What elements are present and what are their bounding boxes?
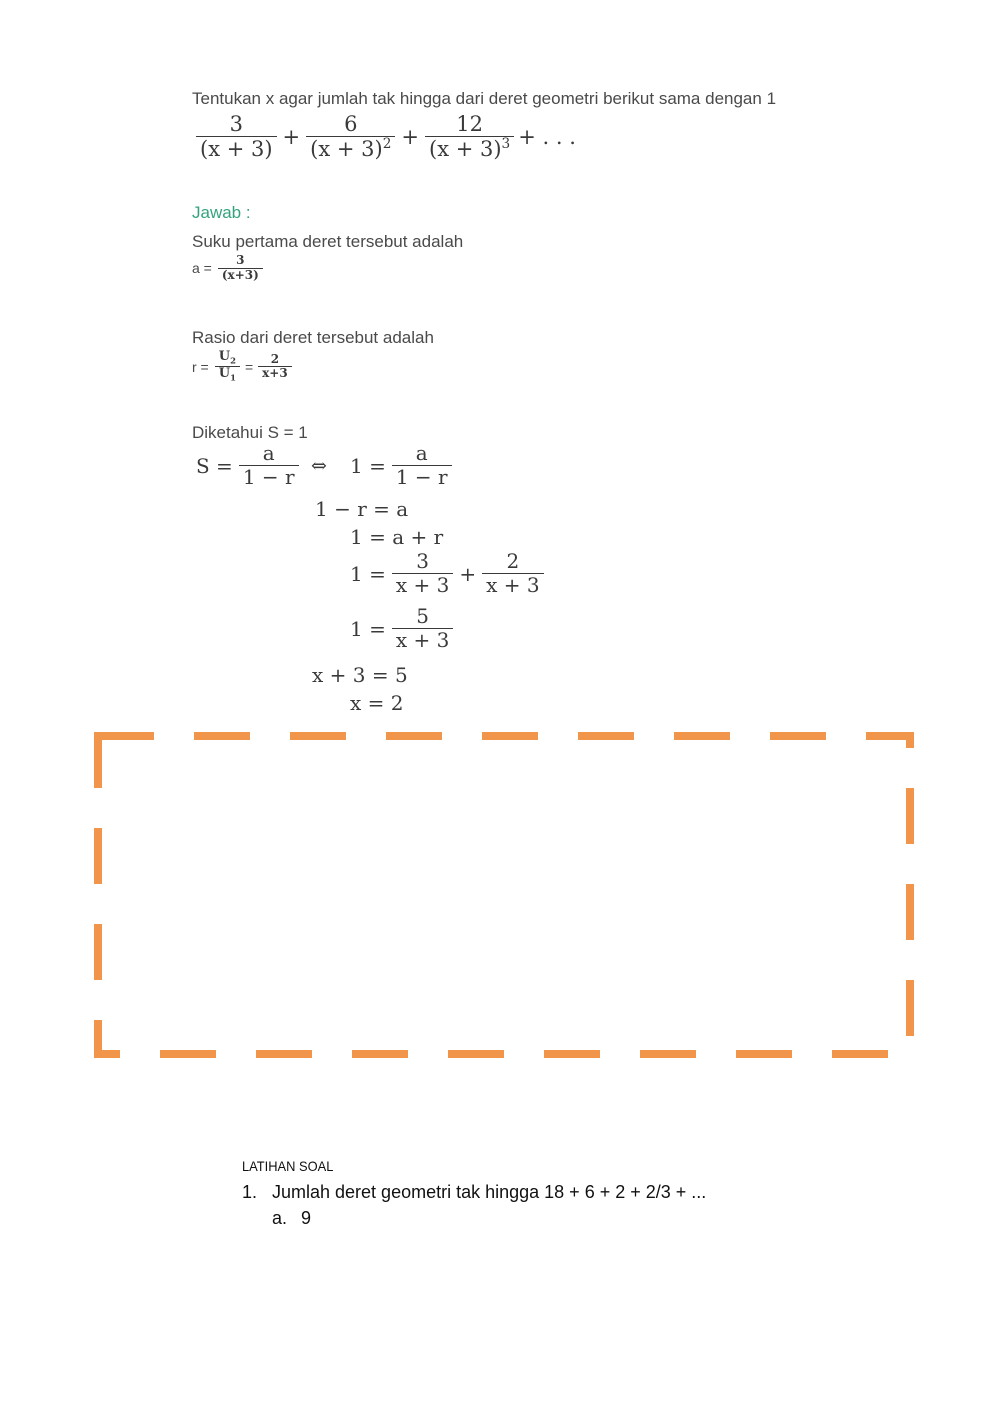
series-term-3 [425,112,514,161]
ratio-text: Rasio dari deret tersebut adalah [192,328,434,347]
one-fraction [392,442,452,489]
first-term-formula [192,254,263,283]
term-3-base: (x + 3) [429,137,502,162]
step-4-left: 1 = [350,561,386,586]
answer-label: Jawab : [192,203,251,222]
step-4-denominator-2: x + 3 [482,573,543,597]
a-prefix: a = [192,260,212,277]
r-prefix: r = [192,358,209,375]
u1-subscript: 1 [230,372,236,383]
step-5-fraction [392,605,453,652]
known-text: Diketahui S = 1 [192,423,308,442]
exercise-q1-option-letter: a. [272,1208,288,1228]
first-term-text: Suku pertama deret tersebut adalah [192,232,464,251]
exercise-q1-text: Jumlah deret geometri tak hingga 18 + 6 + 2 + 2/3 + ... [272,1182,707,1202]
ratio-formula [192,350,292,384]
step-4 [350,550,544,597]
step-5-denominator: x + 3 [392,628,453,652]
u-fraction [215,350,240,384]
term-2-denominator [306,136,395,161]
step-5-left: 1 = [350,616,386,641]
term-2-exponent: 2 [382,136,392,153]
dashed-answer-box [90,728,920,1064]
step-4-numerator-1: 3 [416,549,429,573]
s-denominator: 1 − r [239,465,299,489]
step-4-fraction-1 [392,550,453,597]
iff-symbol: ⇔ [311,455,327,477]
dashed-box-border [98,736,910,1054]
step-1b [350,442,452,489]
exercise-q1-number: 1. [242,1182,258,1202]
step-7: x = 2 [350,691,404,715]
question-text: Tentukan x agar jumlah tak hingga dari deret geometri berikut sama dengan 1 [192,89,777,108]
s-numerator: a [262,441,275,465]
step-1 [196,442,299,489]
term-3-exponent: 3 [501,136,511,153]
exercise-heading: LATIHAN SOAL [242,1158,334,1174]
u1 [215,366,240,383]
step-4-fraction-2 [482,550,543,597]
series-term-1 [196,112,277,161]
term-1-denominator: (x + 3) [196,136,277,161]
plus-sign: + [401,124,419,149]
term-2-numerator: 6 [344,112,358,136]
u2-subscript: 2 [230,355,236,366]
one-numerator: a [415,441,428,465]
ratio-fraction [258,353,292,382]
exercise-q1-option-value: 9 [301,1208,312,1228]
step-2: 1 − r = a [315,497,409,521]
s-equals: S = [196,453,233,478]
ratio-equals: = [244,358,254,375]
series-formula [196,112,582,161]
plus-sign: + [282,124,301,149]
plus-sign: + [459,561,477,586]
step-6: x + 3 = 5 [312,663,408,687]
term-3-denominator [425,136,514,161]
a-denominator: (x+3) [218,268,263,283]
term-2-base: (x + 3) [310,137,383,162]
step-5 [350,605,453,652]
step-3: 1 = a + r [350,525,444,549]
step-4-denominator-1: x + 3 [392,573,453,597]
one-denominator: 1 − r [392,465,452,489]
s-fraction [239,442,299,489]
ratio-denominator: x+3 [258,366,292,381]
a-numerator: 3 [236,253,245,267]
step-5-numerator: 5 [416,604,429,628]
term-3-numerator: 12 [456,112,483,136]
step-4-numerator-2: 2 [506,549,520,573]
u2 [215,350,240,366]
series-term-2 [306,112,395,161]
u2-letter: U [218,349,231,364]
series-tail: + . . . [518,124,576,149]
term-1-numerator: 3 [229,112,243,136]
a-fraction [218,254,263,283]
u1-letter: U [218,366,231,382]
ratio-numerator: 2 [270,351,280,366]
one-equals: 1 = [350,453,386,478]
